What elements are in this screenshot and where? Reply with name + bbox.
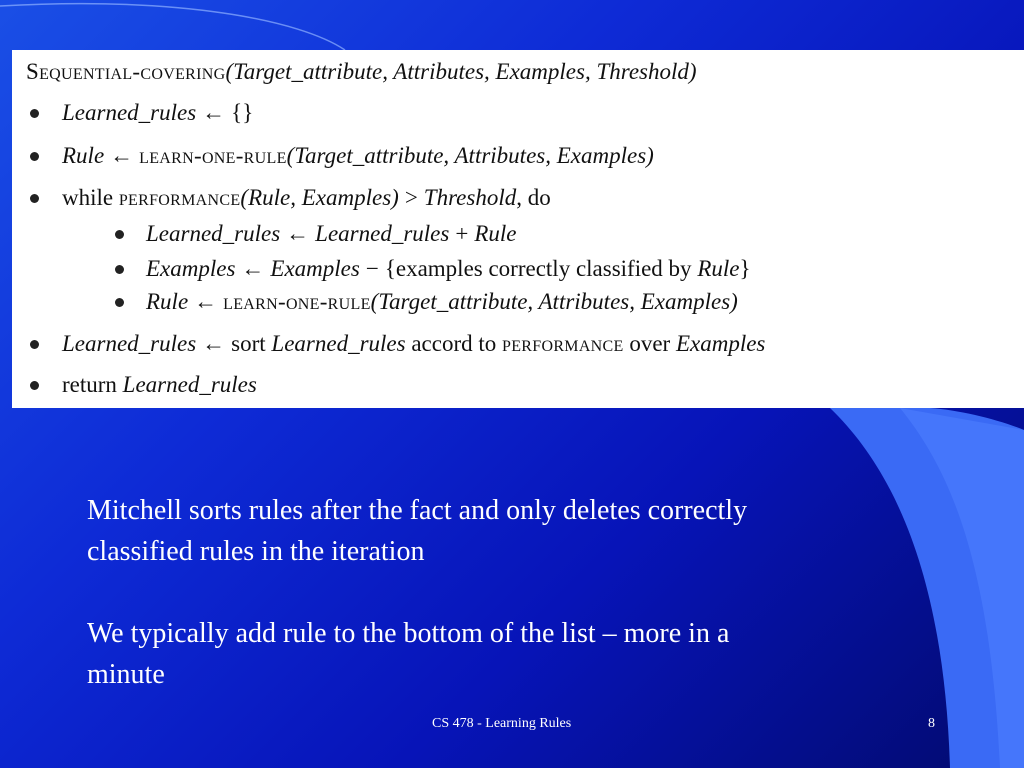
line7-obj: Learned_rules	[271, 331, 406, 356]
left-arrow-icon: ←	[286, 221, 310, 246]
line7-accord: accord to	[411, 331, 497, 356]
line1-lhs: Learned_rules	[62, 100, 197, 125]
left-arrow-icon: ←	[110, 143, 134, 168]
left-arrow-icon: ←	[202, 100, 226, 125]
line2-args: (Target_attribute, Attributes, Examples)	[286, 143, 654, 168]
left-arrow-icon: ←	[194, 289, 218, 314]
line6-lhs: Rule	[146, 289, 189, 314]
line7-examples: Examples	[675, 331, 766, 356]
left-arrow-icon: ←	[202, 331, 226, 356]
line4-lhs: Learned_rules	[146, 221, 281, 246]
line7-fn: performance	[502, 331, 624, 356]
line7-sort: sort	[231, 331, 266, 356]
line2-lhs: Rule	[62, 143, 105, 168]
paragraph-1-line-2: classified rules in the iteration	[87, 536, 425, 567]
line2-fn: learn-one-rule	[139, 143, 287, 168]
paragraph-1-line-1: Mitchell sorts rules after the fact and only deletes correctly	[87, 495, 748, 526]
paragraph-2-line-1: We typically add rule to the bottom of the list – more in a	[87, 618, 730, 649]
bullet-icon	[115, 298, 124, 307]
line5-rhs1: Examples	[270, 256, 360, 281]
line6-args: (Target_attribute, Attributes, Examples)	[370, 289, 738, 314]
paragraph-sorting-note	[87, 490, 747, 572]
line7-lhs: Learned_rules	[62, 331, 197, 356]
algorithm-box	[12, 50, 1024, 408]
footer-course-title: CS 478 - Learning Rules	[432, 716, 572, 731]
paragraph-add-rule-note	[87, 613, 729, 695]
line3-threshold: Threshold	[423, 185, 517, 210]
line3-op: >	[404, 185, 418, 210]
line6-fn: learn-one-rule	[223, 289, 371, 314]
line3-args: (Rule, Examples)	[240, 185, 399, 210]
line5-set-text: {examples correctly classified by	[384, 256, 692, 281]
footer-page-number: 8	[928, 716, 935, 731]
line3-keyword: while	[62, 185, 114, 210]
bullet-icon	[30, 152, 39, 161]
paragraph-2-line-2: minute	[87, 659, 165, 690]
line8-keyword: return	[62, 372, 117, 397]
line8-obj: Learned_rules	[122, 372, 257, 397]
line5-close: }	[739, 256, 751, 281]
left-arrow-icon: ←	[241, 256, 265, 281]
algorithm-args: (Target_attribute, Attributes, Examples, Threshold)	[225, 59, 697, 84]
bullet-icon	[30, 194, 39, 203]
line1-rhs: {}	[231, 100, 254, 125]
line5-op: −	[365, 256, 379, 281]
line4-op: +	[455, 221, 469, 246]
line7-over: over	[629, 331, 671, 356]
line3-tail: , do	[516, 185, 551, 210]
line5-lhs: Examples	[146, 256, 236, 281]
line3-fn: performance	[118, 185, 241, 210]
bullet-icon	[30, 109, 39, 118]
bullet-icon	[115, 265, 124, 274]
algorithm-name: Sequential-covering	[26, 59, 226, 84]
bullet-icon	[115, 230, 124, 239]
line5-rule: Rule	[697, 256, 740, 281]
bullet-icon	[30, 340, 39, 349]
line4-rhs2: Rule	[474, 221, 517, 246]
bullet-icon	[30, 381, 39, 390]
line4-rhs1: Learned_rules	[315, 221, 450, 246]
top-arc-line	[0, 4, 345, 50]
